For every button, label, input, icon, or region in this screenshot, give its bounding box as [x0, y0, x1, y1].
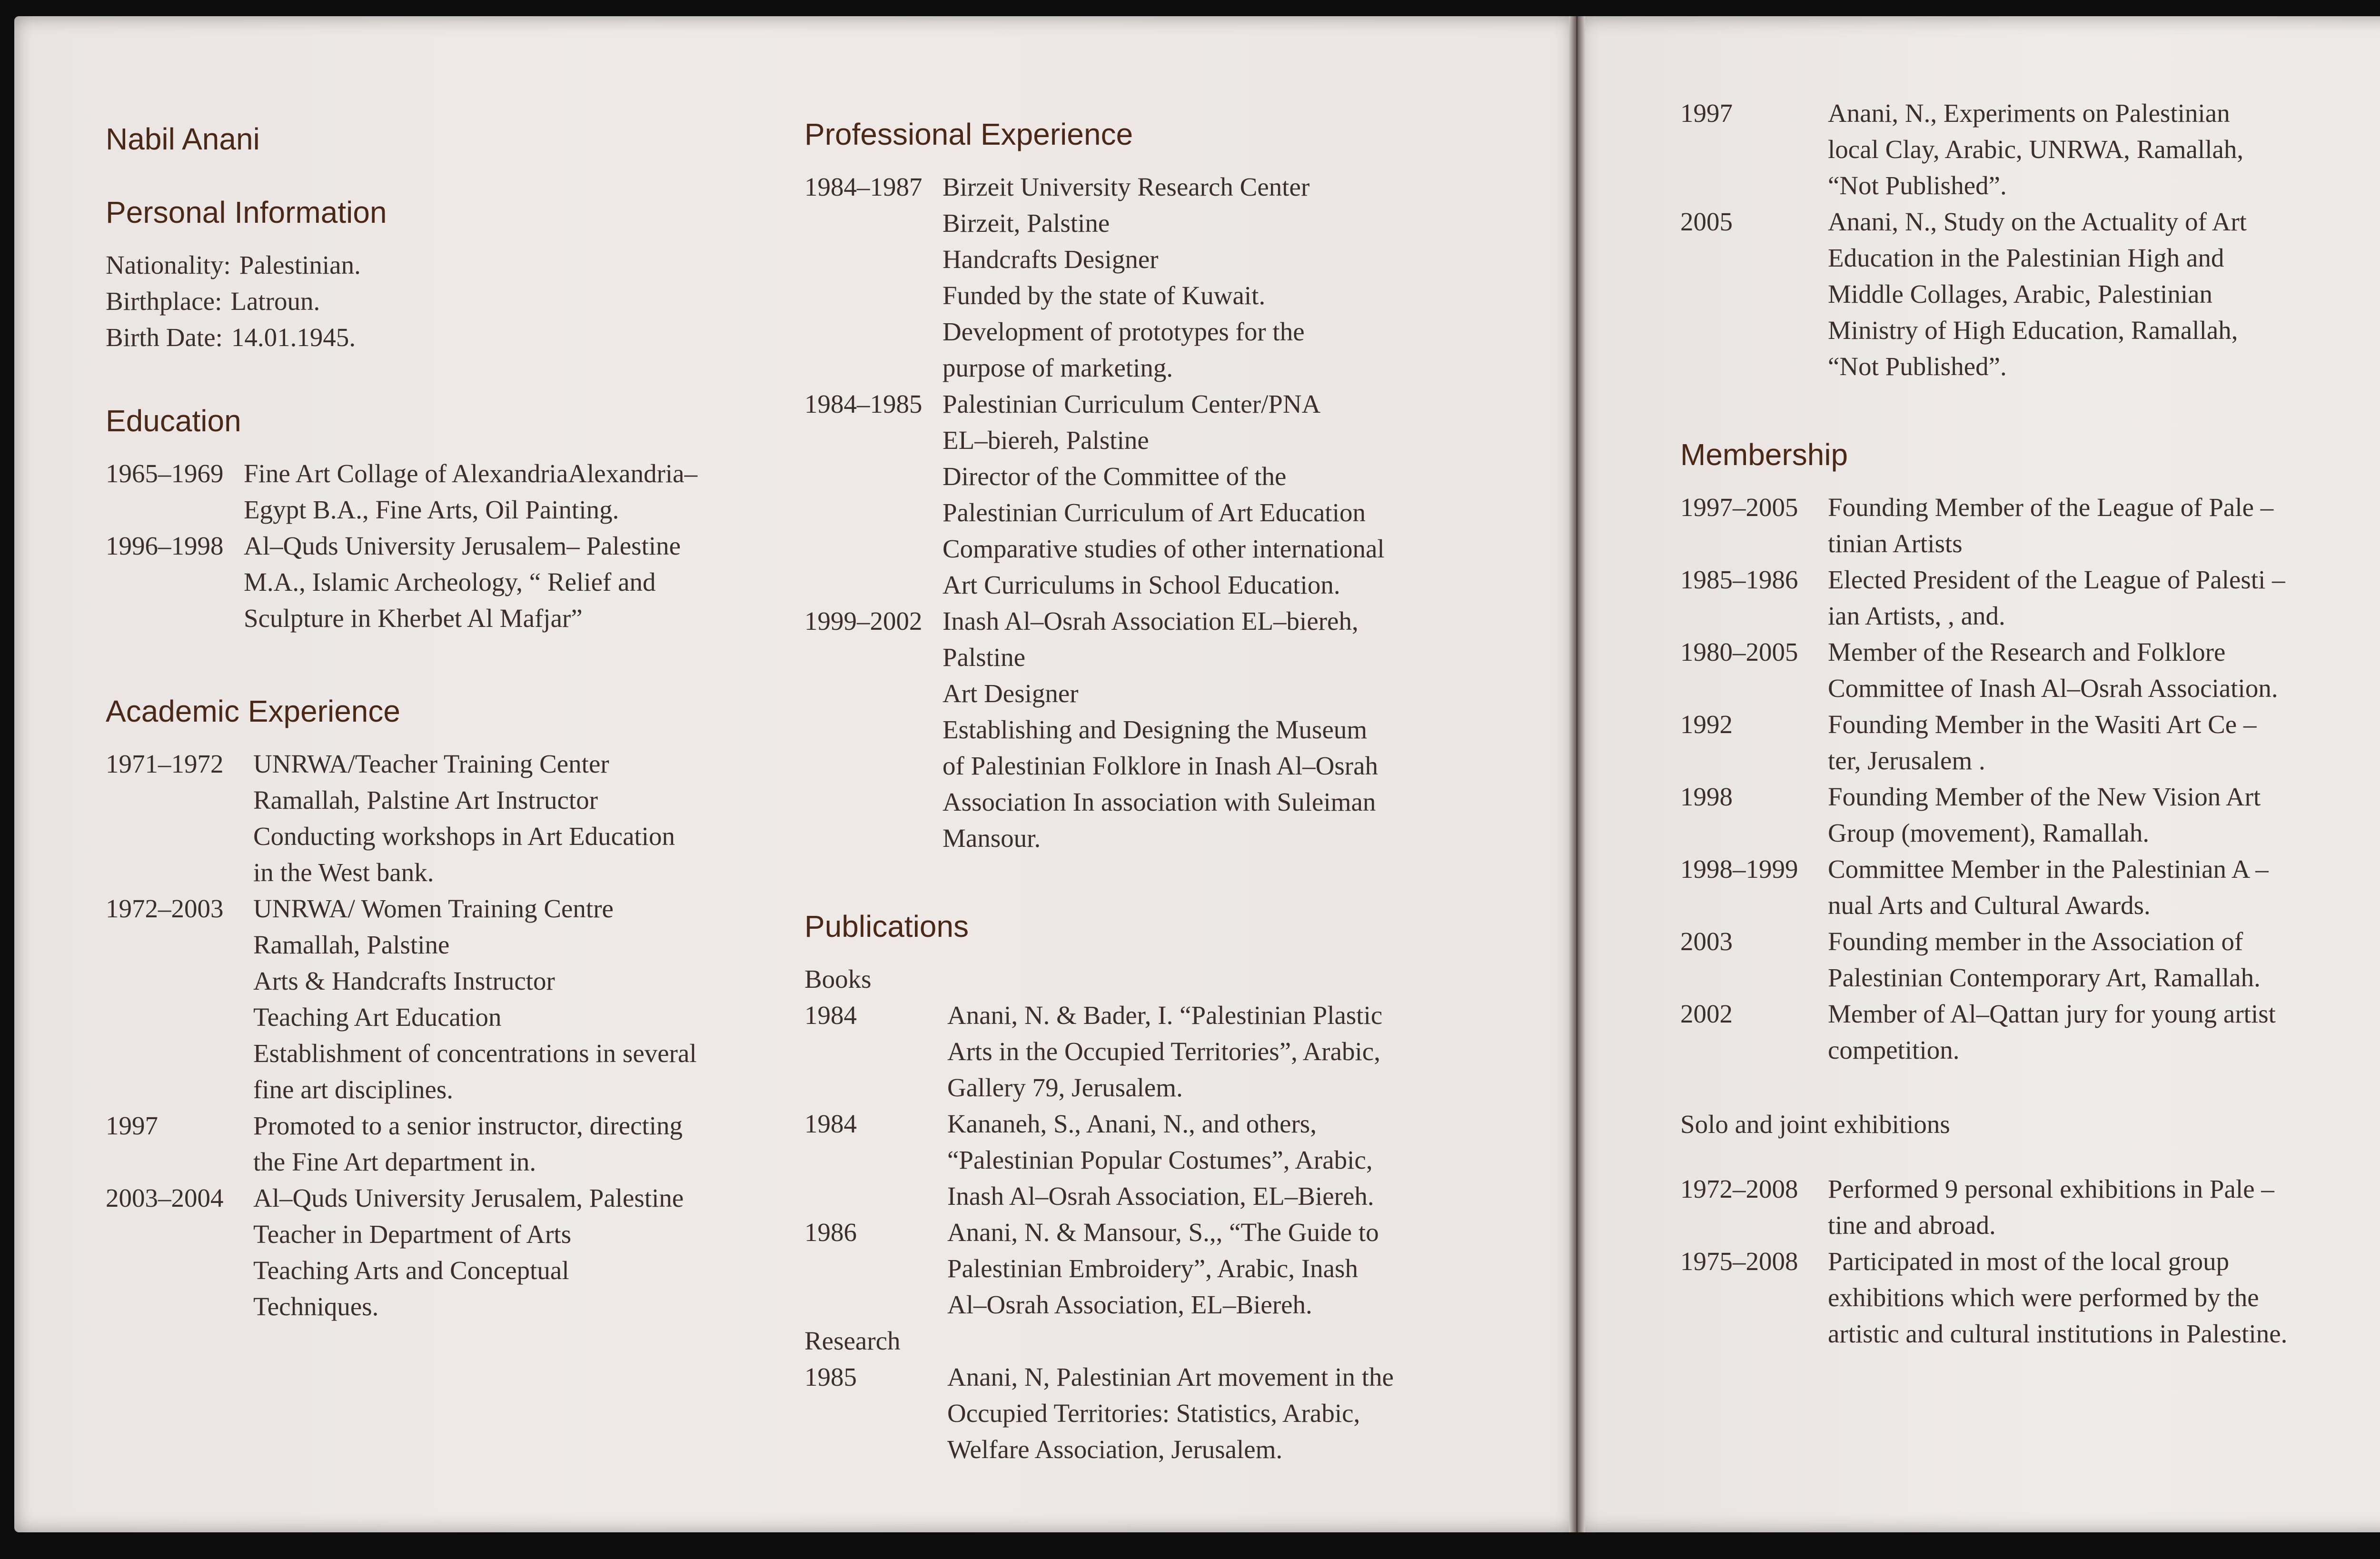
entry-line: “Not Published”.	[1828, 171, 2007, 200]
education-list	[106, 456, 791, 636]
entry-line: Development of prototypes for the	[942, 317, 1305, 346]
entry-line: Teaching Arts and Conceptual	[253, 1256, 569, 1285]
entry-text	[947, 1359, 1394, 1468]
entry-line: Education in the Palestinian High and	[1828, 243, 2224, 272]
entry-row	[106, 1108, 791, 1180]
entry-line: Ramallah, Palstine	[253, 930, 450, 959]
entry-line: local Clay, Arabic, UNRWA, Ramallah,	[1828, 135, 2244, 164]
entry-text	[942, 386, 1385, 603]
entry-line: in the West bank.	[253, 858, 434, 887]
membership-heading: Membership	[1680, 437, 1848, 472]
books-label: Books	[804, 964, 872, 993]
personal-info-value: Palestinian.	[239, 250, 361, 279]
entry-line: Teaching Art Education	[253, 1003, 502, 1032]
academic-experience-list	[106, 746, 791, 1325]
entry-text	[942, 169, 1309, 386]
entry-text	[253, 891, 697, 1108]
entry-year: 1998–1999	[1680, 854, 1798, 884]
personal-info-label: Birthplace:	[106, 287, 222, 316]
research-list	[804, 1359, 1547, 1468]
entry-line: Founding Member of the New Vision Art	[1828, 782, 2261, 811]
entry-row	[1680, 1243, 2370, 1352]
personal-info-value: 14.01.1945.	[231, 323, 356, 352]
academic-experience-section	[106, 694, 791, 1325]
entry-line: Committee of Inash Al–Osrah Association.	[1828, 674, 2278, 703]
entry-line: Inash Al–Osrah Association EL–biereh,	[942, 606, 1359, 636]
education-heading: Education	[106, 404, 241, 438]
entry-line: Anani, N. & Mansour, S.,, “The Guide to	[947, 1218, 1379, 1247]
entry-line: Handcrafts Designer	[942, 245, 1159, 274]
entry-row	[1680, 634, 2370, 706]
personal-info-label: Nationality:	[106, 250, 231, 279]
entry-text	[1828, 204, 2247, 385]
entry-line: Anani, N, Palestinian Art movement in the	[947, 1362, 1394, 1391]
entry-line: ter, Jerusalem .	[1828, 746, 1985, 775]
entry-line: Performed 9 personal exhibitions in Pale –	[1828, 1174, 2274, 1203]
entry-line: tine and abroad.	[1828, 1211, 1996, 1240]
entry-line: Al–Quds University Jerusalem– Palestine	[244, 531, 681, 560]
entry-line: Anani, N. & Bader, I. “Palestinian Plastic	[947, 1001, 1383, 1030]
entry-text	[253, 746, 675, 891]
entry-text	[1828, 779, 2261, 851]
research-continued-list	[1680, 95, 2370, 385]
entry-line: Palestinian Curriculum of Art Education	[942, 498, 1366, 527]
entry-row	[1680, 204, 2370, 385]
entry-text	[1828, 1243, 2287, 1352]
research-label: Research	[804, 1326, 901, 1355]
entry-line: Birzeit, Palstine	[942, 209, 1110, 238]
entry-line: Mansour.	[942, 824, 1041, 853]
entry-year: 1999–2002	[804, 606, 922, 636]
publications-section	[804, 909, 1547, 1468]
entry-line: Founding member in the Association of	[1828, 927, 2243, 956]
entry-line: artistic and cultural institutions in Palestine.	[1828, 1319, 2288, 1348]
entry-row	[1680, 923, 2370, 996]
entry-line: Arts & Handcrafts Instructor	[253, 966, 555, 995]
membership-section	[1680, 437, 2370, 1068]
entry-year: 1971–1972	[106, 749, 224, 778]
entry-line: Anani, N., Experiments on Palestinian	[1828, 99, 2230, 128]
entry-line: Fine Art Collage of AlexandriaAlexandria–	[244, 459, 698, 488]
entry-text	[1828, 95, 2243, 204]
exhibitions-heading: Solo and joint exhibitions	[1680, 1110, 1950, 1139]
entry-row	[1680, 779, 2370, 851]
entry-line: Palestinian Curriculum Center/PNA	[942, 389, 1321, 418]
entry-text	[942, 603, 1378, 856]
entry-line: of Palestinian Folklore in Inash Al–Osrah	[942, 751, 1378, 780]
entry-year: 1965–1969	[106, 459, 224, 488]
entry-year: 1984–1985	[804, 389, 922, 418]
column-3	[1680, 95, 2370, 1400]
personal-information-heading: Personal Information	[106, 195, 387, 229]
artist-name: Nabil Anani	[106, 122, 260, 156]
entry-row	[804, 997, 1547, 1106]
entry-text	[1828, 923, 2261, 996]
entry-text	[1828, 1171, 2274, 1243]
academic-experience-heading: Academic Experience	[106, 694, 400, 728]
entry-line: UNRWA/ Women Training Centre	[253, 894, 614, 923]
entry-line: Group (movement), Ramallah.	[1828, 818, 2150, 847]
entry-row	[1680, 706, 2370, 779]
entry-year: 1998	[1680, 782, 1733, 811]
entry-row	[106, 891, 791, 1108]
entry-line: Teacher in Department of Arts	[253, 1220, 572, 1249]
entry-line: Founding Member in the Wasiti Art Ce –	[1828, 710, 2257, 739]
entry-line: Ramallah, Palstine Art Instructor	[253, 785, 598, 814]
entry-text	[1828, 562, 2285, 634]
entry-year: 2005	[1680, 207, 1733, 236]
entry-year: 1985	[804, 1362, 857, 1391]
entry-year: 2003–2004	[106, 1183, 224, 1212]
entry-line: tinian Artists	[1828, 529, 1963, 558]
entry-line: Egypt B.A., Fine Arts, Oil Painting.	[244, 495, 619, 524]
entry-text	[253, 1108, 683, 1180]
entry-line: Arts in the Occupied Territories”, Arabic,	[947, 1037, 1380, 1066]
entry-line: Art Designer	[942, 679, 1079, 708]
entry-row	[804, 169, 1547, 386]
entry-line: Sculpture in Kherbet Al Mafjar”	[244, 604, 583, 633]
entry-row	[804, 603, 1547, 856]
entry-line: Establishment of concentrations in several	[253, 1039, 697, 1068]
entry-line: Elected President of the League of Palesti –	[1828, 565, 2285, 594]
entry-row	[106, 456, 791, 528]
entry-line: Birzeit University Research Center	[942, 172, 1310, 201]
entry-line: M.A., Islamic Archeology, “ Relief and	[244, 567, 656, 596]
entry-line: Comparative studies of other international	[942, 534, 1385, 563]
entry-text	[947, 1106, 1374, 1214]
entry-text	[1828, 706, 2256, 779]
entry-line: Al–Quds University Jerusalem, Palestine	[253, 1183, 684, 1212]
exhibitions-section	[1680, 1106, 2370, 1352]
entry-line: Welfare Association, Jerusalem.	[947, 1435, 1283, 1464]
entry-line: nual Arts and Cultural Awards.	[1828, 891, 2151, 920]
entry-text	[244, 456, 697, 528]
entry-line: Middle Collages, Arabic, Palestinian	[1828, 279, 2213, 308]
booklet-spine	[1569, 16, 1585, 1532]
entry-line: “Not Published”.	[1828, 352, 2007, 381]
entry-line: EL–biereh, Palstine	[942, 426, 1149, 455]
entry-line: competition.	[1828, 1035, 1960, 1064]
entry-line: Founding Member of the League of Pale –	[1828, 493, 2274, 522]
entry-year: 1985–1986	[1680, 565, 1798, 594]
entry-row	[1680, 562, 2370, 634]
education-section	[106, 403, 791, 636]
entry-text	[1828, 489, 2273, 562]
entry-year: 1992	[1680, 710, 1733, 739]
entry-line: UNRWA/Teacher Training Center	[253, 749, 609, 778]
entry-line: Promoted to a senior instructor, directing	[253, 1111, 683, 1140]
entry-text	[253, 1180, 684, 1325]
entry-row	[1680, 851, 2370, 923]
entry-row	[106, 1180, 791, 1325]
personal-information-section	[106, 195, 791, 356]
entry-text	[1828, 996, 2276, 1068]
personal-information-list	[106, 247, 791, 356]
entry-line: Conducting workshops in Art Education	[253, 822, 675, 851]
entry-year: 1996–1998	[106, 531, 224, 560]
entry-line: the Fine Art department in.	[253, 1147, 536, 1176]
entry-row	[804, 1359, 1547, 1468]
professional-experience-heading: Professional Experience	[804, 117, 1133, 151]
entry-line: Palestinian Contemporary Art, Ramallah.	[1828, 963, 2261, 992]
entry-year: 1984–1987	[804, 172, 922, 201]
entry-row	[1680, 95, 2370, 204]
entry-row	[804, 1214, 1547, 1323]
entry-line: Ministry of High Education, Ramallah,	[1828, 316, 2238, 345]
entry-row	[106, 528, 791, 636]
books-list	[804, 997, 1547, 1323]
entry-year: 1975–2008	[1680, 1247, 1798, 1276]
entry-line: Art Curriculums in School Education.	[942, 570, 1340, 599]
entry-text	[244, 528, 681, 636]
professional-experience-section	[804, 117, 1547, 856]
entry-line: Funded by the state of Kuwait.	[942, 281, 1266, 310]
entry-year: 2003	[1680, 927, 1733, 956]
entry-line: Participated in most of the local group	[1828, 1247, 2230, 1276]
entry-text	[947, 997, 1382, 1106]
entry-year: 2002	[1680, 999, 1733, 1028]
personal-info-value: Latroun.	[230, 287, 320, 316]
entry-line: Techniques.	[253, 1292, 379, 1321]
column-1	[106, 121, 791, 1372]
entry-line: Director of the Committee of the	[942, 462, 1287, 491]
entry-line: “Palestinian Popular Costumes”, Arabic,	[947, 1145, 1373, 1174]
entry-row	[1680, 996, 2370, 1068]
entry-line: exhibitions which were performed by the	[1828, 1283, 2259, 1312]
entry-row	[1680, 1171, 2370, 1243]
exhibitions-list	[1680, 1171, 2370, 1352]
personal-info-label: Birth Date:	[106, 323, 223, 352]
entry-line: fine art disciplines.	[253, 1075, 454, 1104]
personal-info-row	[106, 247, 791, 283]
entry-year: 1980–2005	[1680, 637, 1798, 666]
entry-year: 1972–2008	[1680, 1174, 1798, 1203]
publications-heading: Publications	[804, 909, 969, 943]
entry-line: Occupied Territories: Statistics, Arabic,	[947, 1399, 1360, 1428]
entry-year: 1984	[804, 1109, 857, 1138]
entry-line: ian Artists, , and.	[1828, 601, 2005, 630]
entry-row	[804, 1106, 1547, 1214]
entry-line: Palstine	[942, 643, 1026, 672]
entry-line: Kananeh, S., Anani, N., and others,	[947, 1109, 1317, 1138]
entry-row	[106, 746, 791, 891]
entry-year: 1984	[804, 1001, 857, 1030]
entry-year: 1997	[1680, 99, 1733, 128]
entry-line: Palestinian Embroidery”, Arabic, Inash	[947, 1254, 1358, 1283]
entry-line: Anani, N., Study on the Actuality of Art	[1828, 207, 2247, 236]
entry-text	[1828, 634, 2278, 706]
column-2	[804, 117, 1547, 1515]
entry-text	[1828, 851, 2269, 923]
personal-info-row	[106, 283, 791, 319]
entry-year: 1997–2005	[1680, 493, 1798, 522]
entry-line: Committee Member in the Palestinian A –	[1828, 854, 2269, 884]
entry-year: 1997	[106, 1111, 158, 1140]
entry-line: Member of the Research and Folklore	[1828, 637, 2226, 666]
entry-row	[1680, 489, 2370, 562]
entry-year: 1972–2003	[106, 894, 224, 923]
professional-experience-list	[804, 169, 1547, 856]
entry-line: Gallery 79, Jerusalem.	[947, 1073, 1183, 1102]
personal-info-row	[106, 319, 791, 356]
entry-line: purpose of marketing.	[942, 353, 1173, 382]
entry-line: Establishing and Designing the Museum	[942, 715, 1368, 744]
entry-line: Inash Al–Osrah Association, EL–Biereh.	[947, 1182, 1374, 1211]
entry-line: Al–Osrah Association, EL–Biereh.	[947, 1290, 1312, 1319]
entry-line: Member of Al–Qattan jury for young artist	[1828, 999, 2276, 1028]
entry-line: Association In association with Suleiman	[942, 787, 1376, 816]
entry-text	[947, 1214, 1379, 1323]
entry-year: 1986	[804, 1218, 857, 1247]
membership-list	[1680, 489, 2370, 1068]
entry-row	[804, 386, 1547, 603]
